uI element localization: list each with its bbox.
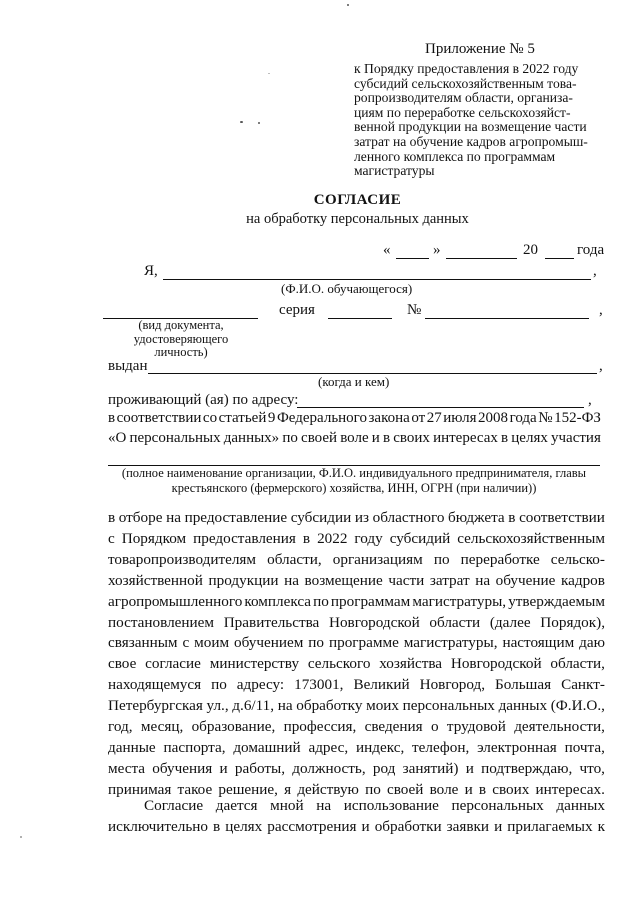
paragraph-line: данные паспорта, домашний адрес, индекс, телефон, электронная почта, [108, 738, 605, 756]
paragraph-line: хозяйственной продукции на возмещение части затрат на обучение кадров [108, 571, 605, 589]
i-label: Я, [144, 263, 158, 279]
fio-comma: , [593, 263, 597, 279]
date-month-field[interactable] [446, 258, 517, 259]
date-close-quote: » [433, 242, 441, 258]
fio-field[interactable] [163, 279, 591, 280]
paragraph-line: с Порядком предоставления в 2022 году субсидий сельскохозяйственным [108, 529, 605, 547]
document-title: СОГЛАСИЕ [313, 192, 402, 208]
scan-speck [240, 121, 243, 123]
annex-line: затрат на обучение кадров агропромыш- [354, 133, 588, 149]
number-field[interactable] [425, 318, 589, 319]
address-field[interactable] [297, 407, 584, 408]
paragraph-line: Согласие дается мной на использование персональных данных [144, 797, 605, 814]
scan-speck [268, 73, 270, 74]
paragraph-line: находящемуся по адресу: 173001, Великий Новгород, Большая Санкт- [108, 676, 605, 694]
usage-paragraph [108, 795, 605, 837]
date-year-suffix: года [577, 242, 605, 258]
date-open-quote: « [383, 242, 391, 258]
scan-speck [20, 836, 22, 838]
issued-label: выдан [108, 358, 148, 374]
annex-line: магистратуры [354, 163, 435, 179]
paragraph-line: постановлением Правительства Новгородской области (далее Порядок), [108, 613, 605, 631]
issued-comma: , [599, 358, 603, 374]
scan-speck [258, 122, 260, 124]
paragraph-line: товаропроизводителям области, организациям по переработке сельско- [108, 550, 605, 568]
annex-line: к Порядку предоставления в 2022 году [354, 61, 579, 76]
address-label: проживающий (ая) по адресу: [108, 392, 299, 408]
law-purpose-line: «О персональных данных» по своей воле и в своих интересах в целях участия [108, 430, 601, 446]
document-type-hint-line: удостоверяющего [133, 331, 229, 346]
document-type-hint-line: (вид документа, [138, 318, 224, 332]
annex-line: циям по переработке сельскохозяйст- [354, 104, 571, 120]
paragraph-line: агропромышленного комплекса по программам магистратуры, утверждаемым [108, 592, 605, 610]
paragraph-line: год, месяц, образование, профессия, сведения о трудовой деятельности, [108, 718, 605, 736]
document-type-hint-line: личность) [154, 345, 208, 359]
date-year-field[interactable] [545, 258, 574, 259]
annex-line: ропроизводителям области, организа- [354, 90, 573, 106]
date-year-prefix: 20 [523, 242, 538, 258]
issued-hint: (когда и кем) [318, 374, 390, 389]
organization-hint-2: крестьянского (фермерского) хозяйства, ИНН, ОГРН (при наличии)) [171, 481, 537, 495]
paragraph-line: исключительно в целях рассмотрения и обработки заявки и прилагаемых к [108, 818, 605, 835]
series-label: серия [279, 302, 315, 318]
annex-line: ленного комплекса по программам [354, 148, 556, 164]
consent-paragraph [108, 508, 605, 801]
paragraph-line: в отборе на предоставление субсидии из областного бюджета в соответствии [108, 509, 605, 526]
law-reference-line: в соответствии со статьей 9 Федерального закона от 27 июля 2008 года № 152-ФЗ [108, 410, 601, 426]
address-comma: , [588, 392, 592, 408]
paragraph-line: свое согласие министерству сельского хозяйства Новгородской области, [108, 655, 605, 673]
date-day-field[interactable] [396, 258, 429, 259]
annex-line: венной продукции на возмещение части [354, 119, 587, 135]
paragraph-line: принимая такое решение, я действую по своей воле и в своих интересах. [108, 780, 605, 798]
annex-title: Приложение № 5 [425, 41, 535, 57]
fio-hint: (Ф.И.О. обучающегося) [281, 281, 413, 296]
organization-hint-1: (полное наименование организации, Ф.И.О. индивидуального предпринимателя, главы [121, 466, 587, 480]
annex-text [354, 62, 624, 179]
annex-line: субсидий сельскохозяйственным това- [354, 75, 577, 91]
scan-speck [347, 4, 349, 6]
number-comma: , [599, 302, 603, 318]
document-subtitle: на обработку персональных данных [246, 211, 469, 227]
paragraph-line: связанным с моим обучением по программе магистратуры, настоящим даю [108, 634, 605, 652]
series-field[interactable] [328, 318, 392, 319]
paragraph-line: места обучения и работы, должность, род занятий) и подтверждаю, что, [108, 759, 605, 777]
paragraph-line: Петербургская ул., д.6/11, на обработку моих персональных данных (Ф.И.О., [108, 697, 605, 715]
document-type-hint [112, 319, 250, 360]
number-label: № [407, 302, 422, 318]
